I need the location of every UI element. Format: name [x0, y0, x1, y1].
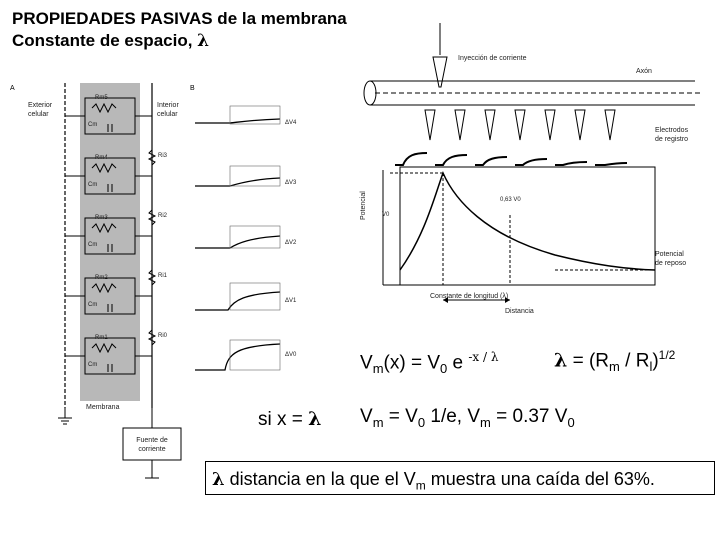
- exterior-label: Exterior celular: [28, 102, 53, 118]
- rm-label: Rm1: [95, 335, 108, 341]
- voltage-traces: [195, 119, 280, 370]
- distancia-axis-label: Distancia: [505, 308, 534, 315]
- axon-decay-figure: [355, 15, 715, 320]
- recording-electrodes: [425, 110, 615, 140]
- definition-box: λ distancia en la que el $V_m$ muestra una caída del 63%.: [205, 461, 715, 495]
- v063-label: 0,63 V0: [500, 197, 521, 203]
- v0-label: V0: [382, 212, 390, 218]
- lambda-symbol: λ: [197, 31, 210, 51]
- cm-label: Cm: [88, 302, 98, 308]
- potencial-axis-label: Potencial: [360, 191, 367, 220]
- ri-label: Ri0: [158, 333, 168, 339]
- equation-lambda: $\lambda = (R_m / R_l)^{1/2}$: [554, 348, 676, 375]
- dv-label: ΔV1: [285, 298, 297, 304]
- cm-label: Cm: [88, 182, 98, 188]
- cm-label: Cm: [88, 122, 98, 128]
- ri-label: Ri2: [158, 213, 168, 219]
- panel-b-label: B: [190, 85, 195, 92]
- fuente-label: Fuente de corriente: [136, 437, 168, 453]
- slide-title: [12, 8, 347, 52]
- dv-label: ΔV2: [285, 240, 297, 246]
- title-line2: Constante de espacio, λ: [12, 31, 210, 51]
- cm-label: Cm: [88, 362, 98, 368]
- axon-label: Axón: [636, 68, 652, 75]
- title-line1: PROPIEDADES PASIVAS de la membrana: [12, 9, 347, 28]
- equation-vm-result: $V_m = V_0$ 1/e, $V_m = 0.37$ $V_0$: [360, 406, 575, 430]
- inyeccion-label: Inyección de corriente: [458, 55, 527, 62]
- ground-icon: [58, 408, 72, 424]
- small-traces: [395, 153, 627, 165]
- rm-label: Rm2: [95, 275, 108, 281]
- rm-label: Rm5: [95, 95, 108, 101]
- reposo-label: Potencial de reposo: [655, 251, 687, 267]
- electrodos-label: Electrodos de registro: [655, 127, 689, 143]
- equation-vm-x: $V_m(x) = V_0$ e $^{-x / \lambda}$: [360, 350, 499, 377]
- rm-label: Rm3: [95, 215, 108, 221]
- condition-x-lambda: si x = λ: [258, 408, 322, 430]
- dv-label: ΔV0: [285, 352, 297, 358]
- rm-label: Rm4: [95, 155, 108, 161]
- dv-label: ΔV4: [285, 120, 297, 126]
- interior-label: Interior celular: [157, 102, 179, 118]
- panel-a-label: A: [10, 85, 15, 92]
- membrana-label: Membrana: [86, 404, 120, 411]
- constante-longitud-label: Constante de longitud (λ): [430, 293, 509, 300]
- ri-label: Ri1: [158, 273, 168, 279]
- dv-label: ΔV3: [285, 180, 297, 186]
- ri-label: Ri3: [158, 153, 168, 159]
- cm-label: Cm: [88, 242, 98, 248]
